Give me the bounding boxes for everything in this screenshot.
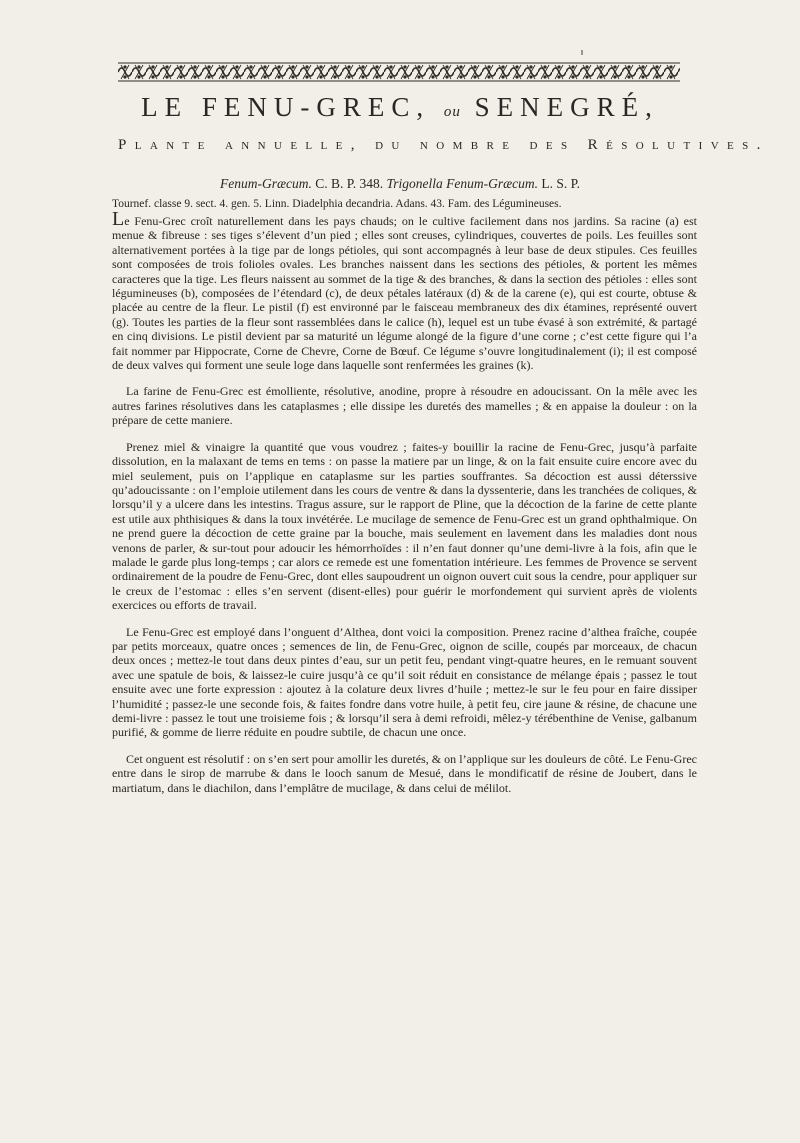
paragraph-recipe: Prenez miel & vinaigre la quantité que vous voudrez ; faites-y bouillir la racine de Fenu-Grec, jusqu’à parfaite dissolution, en la malaxant de tems en tems : on passe la matiere par un linge, & on la fait ensuite cuire encore avec du miel seulement, puis on l’applique en cataplasme sur les parties souffrantes. Sa décoction est aussi déterssive qu’adoucissante : on l’emploie utilement dans les cours de ventre & dans la dyssenterie, dans les tranchées de coliques, & lorsqu’il y a ulcere dans les intestins. Tragus assure, sur le rapport de Pline, que la décoction de la farine de cette plante est utile aux phthisiques & dans la toux invétérée. Le mucilage de semence de Fenu-Grec est un grand ophthalmique. On ne prend guere la décoction de cette graine par la bouche, mais seulement en lavement dans les maladies dont nous venons de parler, & sur-tout pour adoucir les hémorrhoïdes : il n’en faut donner qu’une demi-livre à la fois, afin que le malade le garde plus long-temps ; car alors ce remede est une fomentation intérieure. Les femmes de Provence se servent ordinairement de la poudre de Fenu-Grec, dont elles saupoudrent un oignon ouvert cuit sous la cendre, pour appliquer sur le creux de l’estomac : elles s’en servent (disent-elles) pour guérir le morfondement qui survient après de violents exercices ou efforts de travail.: [112, 439, 697, 613]
classification-line: Tournef. classe 9. sect. 4. gen. 5. Linn. Diadelphia decandria. Adans. 43. Fam. des Légumineuses.: [112, 198, 562, 210]
synonyms-line: [0, 176, 800, 192]
paragraph-usage: Cet onguent est résolutif : on s’en sert pour amollir les duretés, & on l’applique sur les douleurs de côté. Le Fenu-Grec entre dans le sirop de marrube & dans le looch sanum de Mesué, dans le mondificatif de résine de Joubert, dans le martiatum, dans le diachilon, dans l’emplâtre de mucilage, & dans celui de mélilot.: [112, 751, 697, 795]
paragraph-farine: La farine de Fenu-Grec est émolliente, résolutive, anodine, propre à résoudre en adoucissant. On la mêle avec les autres farines résolutives dans les cataplasmes ; elle dissipe les duretés des mamelles ; & en appaise la douleur : on la prépare de cette maniere.: [112, 384, 697, 428]
synonym-linnaeus: Trigonella Fenum-Græcum.: [386, 176, 538, 191]
synonym-latin: Fenum-Græcum.: [219, 176, 312, 191]
title-alt: SENEGRÉ,: [474, 92, 659, 122]
paragraph-description: [112, 208, 697, 373]
drop-cap: L: [112, 208, 125, 230]
title-ou: ou: [443, 104, 461, 120]
decorative-border-ornament: [118, 62, 680, 82]
synonym-ref-lsp: L. S. P.: [541, 176, 581, 191]
pencil-mark: [581, 50, 583, 55]
plant-subtitle: Plante annuelle, du nombre des Résolutives.: [118, 137, 769, 153]
paragraph-description-text: e Fenu-Grec croît naturellement dans les pays chauds; on le cultive facilement dans nos jardins. Sa racine (a) est menue & fibreuse : ses tiges s’élevent d’un pied ; elles sont creuses, cylindriques, couvertes de poils. Les feuilles sont alternativement portées à la tige par de longs pétioles, qui sont accompagnés à leur base de deux stipules. Ces feuilles sont composées de trois folioles ovales. Les branches naissent dans les sections des pétioles, & portent les mêmes caracteres que la tige. Les fleurs naissent au sommet de la tige & des branches, & dans la section des pétioles : elles sont légumineuses (b), composées de l’étendard (c), de deux pétales latéraux (d) & de la carene (e), qui est courte, obtuse & placée au centre de la fleur. Le pistil (f) est environné par le faisceau membraneux des dix étamines, représenté ouvert (g). Toutes les parties de la fleur sont rassemblées dans le calice (h), lequel est un tube évasé à son extrémité, & partagé en cinq divisions. Le pistil devient par sa maturité un légume alongé de la figure d’une corne ; c’est cette figure qui l’a fait nommer par Hippocrate, Corne de Chevre, Corne de Bœuf. Ce légume s’ouvre longitudinalement (i); il est composé de deux valves qui forment une seule loge dans laquelle sont renfermées les graines (k).: [112, 214, 697, 373]
plant-title: [0, 92, 800, 123]
synonym-ref-cbp: C. B. P. 348.: [315, 176, 384, 191]
title-main: LE FENU-GREC,: [141, 92, 431, 122]
paragraph-onguent: Le Fenu-Grec est employé dans l’onguent d’Althea, dont voici la composition. Prenez racine d’althea fraîche, coupée par petits morceaux, quatre onces ; semences de lin, de Fenu-Grec, oignon de scille, coupés par morceaux, de chacun deux onces ; mettez-le tout dans deux pintes d’eau, sur un petit feu, pendant vingt-quatre heures, en le remuant souvent avec une spatule de bois, & laissez-le cuire jusqu’à ce qu’il soit réduit en consistance de mélange épais ; passez le tout ensuite avec une forte expression : ajoutez à la colature deux livres d’huile ; mettez-le sur le feu pour en faire dissiper l’humidité ; passez-le une seconde fois, & faites fondre dans votre huile, à petit feu, cire jaune & résine, de chacune une demi-livre : passez le tout une troisieme fois ; & lorsqu’il sera à demi refroidi, mêlez-y térébenthine de Venise, galbanum purifié, & gomme de lierre réduite en poudre subtile, de chacun une once.: [112, 624, 697, 740]
main-text: [112, 208, 697, 807]
